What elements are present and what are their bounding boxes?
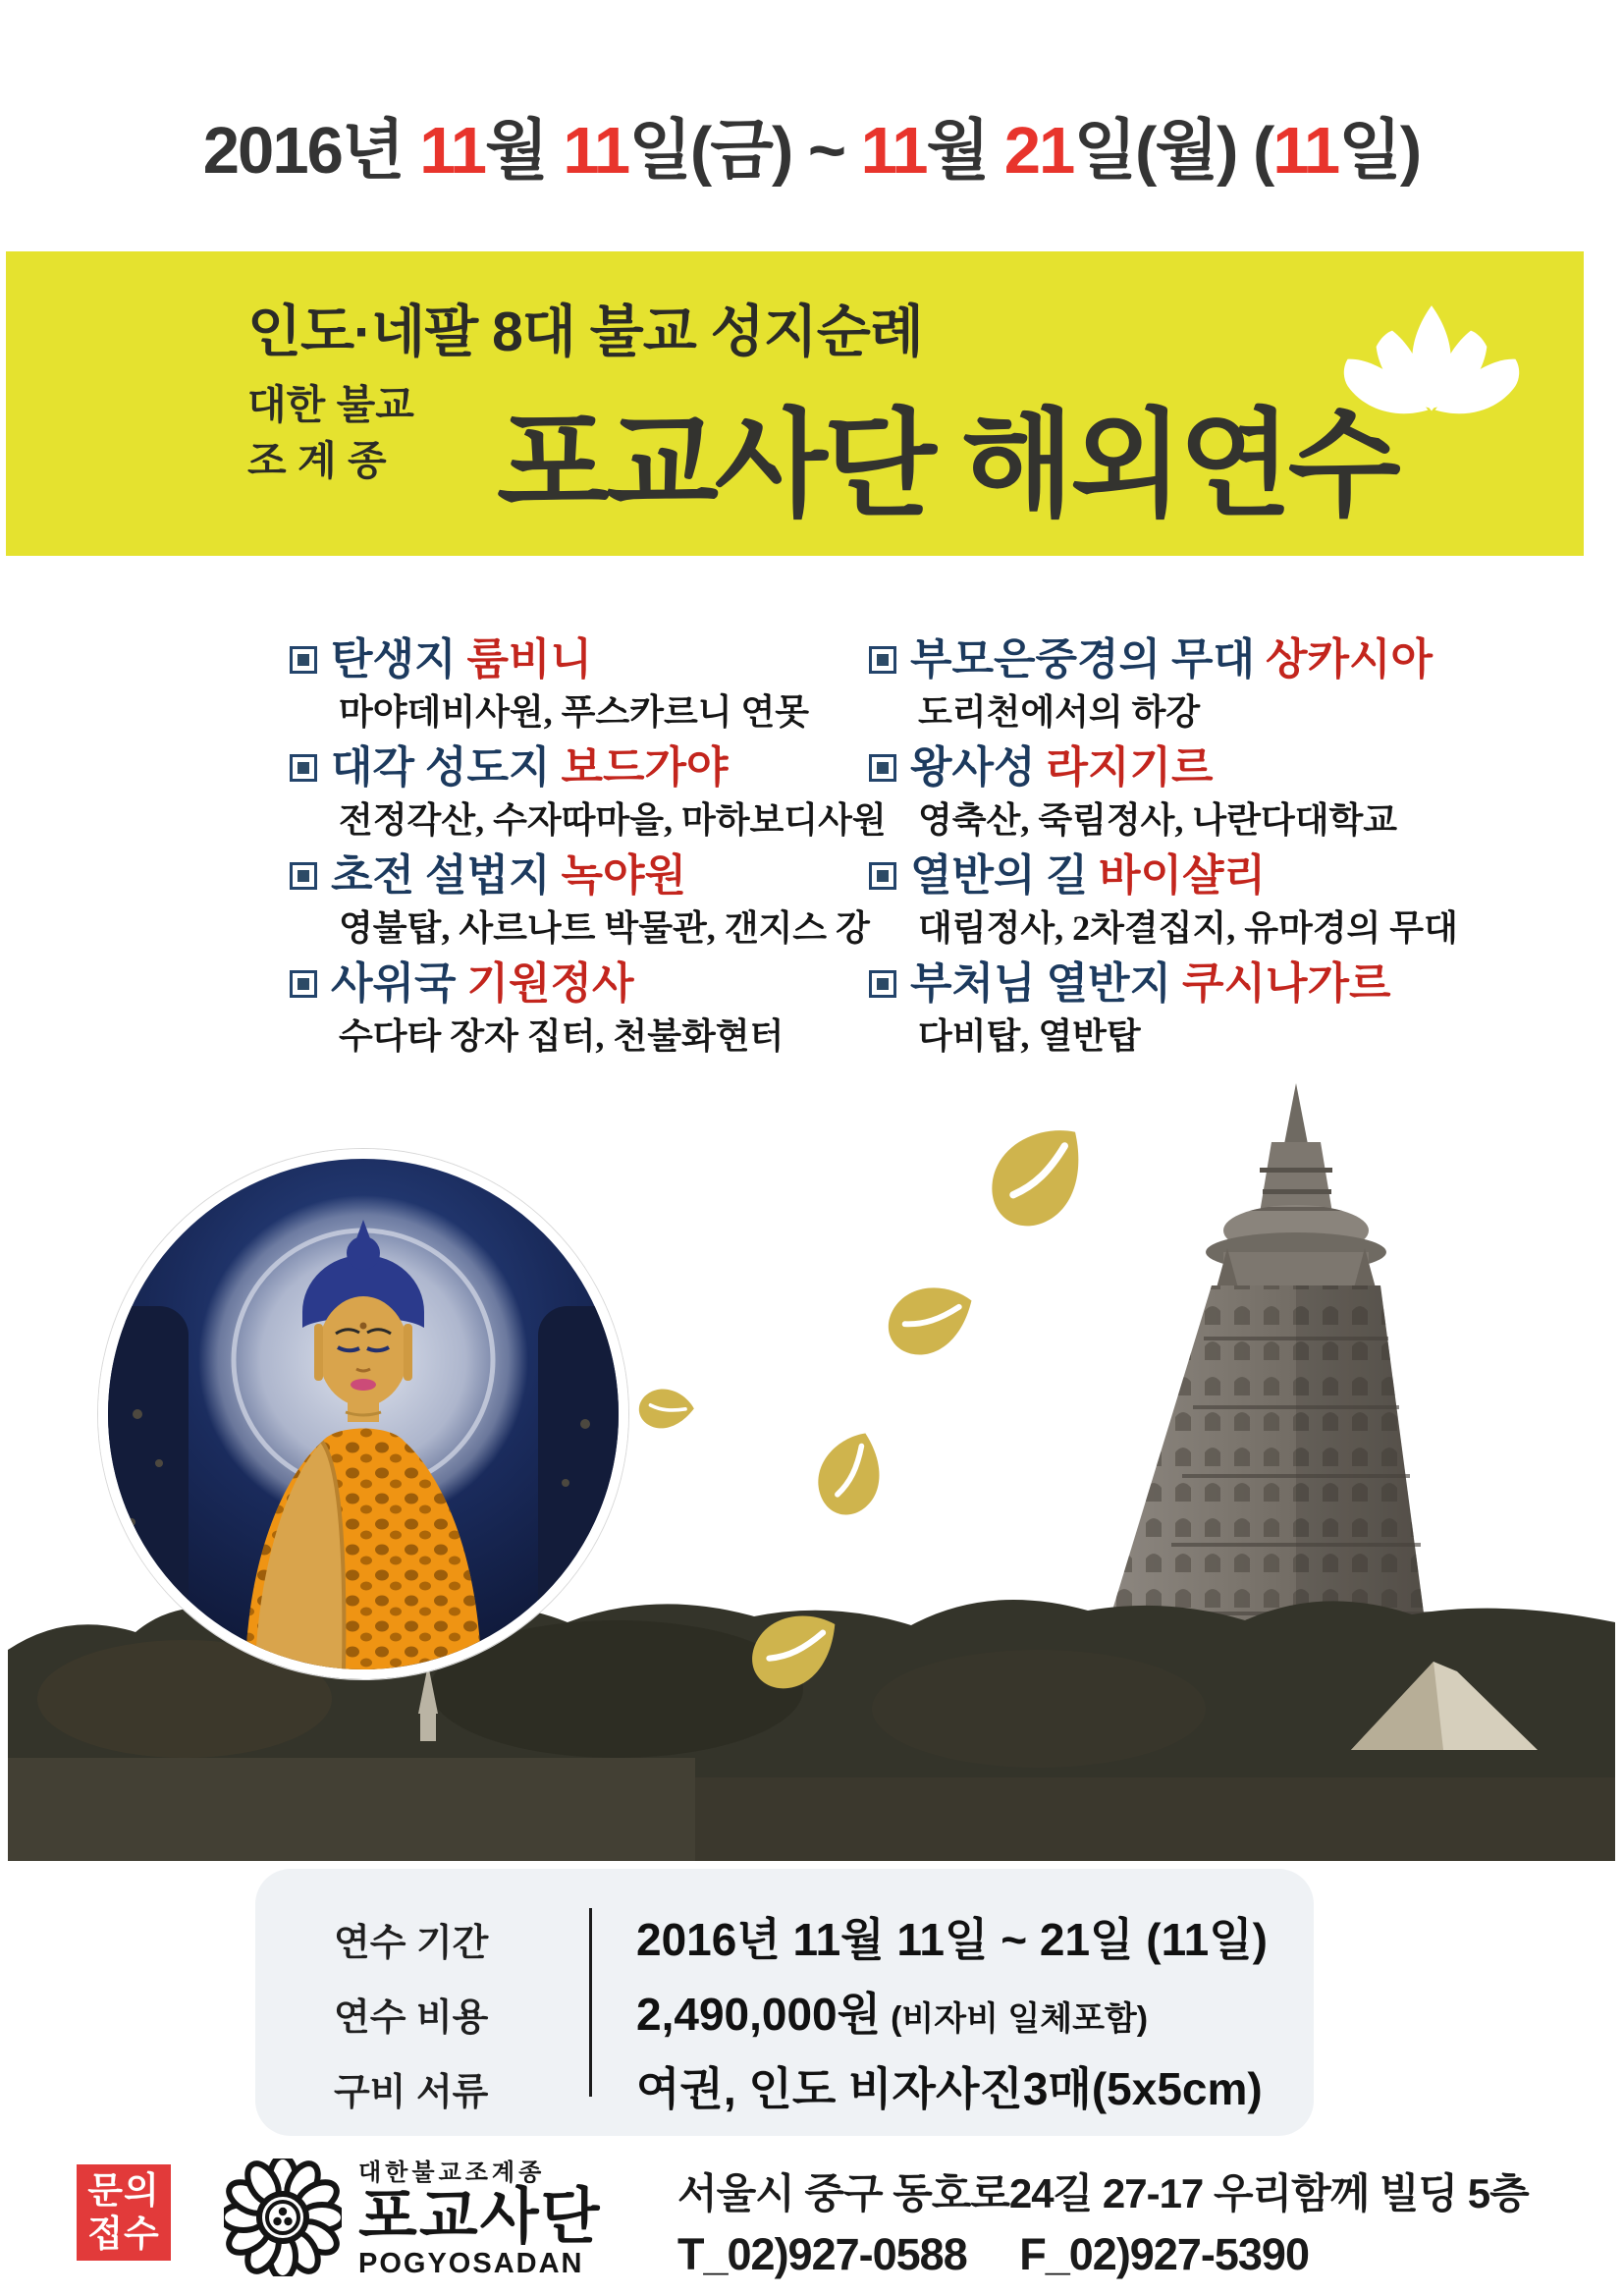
date-segment: 11: [860, 114, 927, 188]
phone-line: [677, 2229, 1529, 2280]
contact-badge-line2: 접수: [87, 2214, 160, 2254]
square-bullet-icon: [869, 646, 896, 674]
item-detail: 수다타 장자 집터, 천불화현터: [339, 1016, 784, 1056]
item-detail: 마야데비사원, 푸스카르니 연못: [339, 692, 810, 732]
info-label: 연수 비용: [334, 1997, 489, 2039]
site-type: 탄생지: [331, 635, 467, 683]
date-segment: 11: [419, 114, 486, 188]
date-segment: 일(금) ~: [628, 114, 861, 188]
tel-number: T_02)927-0588: [677, 2229, 967, 2279]
site-type: 대각 성도지: [331, 743, 562, 792]
site-type: 부모은중경의 무대: [910, 635, 1267, 683]
pogyosadan-lotus-emblem-icon: [224, 2159, 342, 2276]
date-heading: [0, 98, 1623, 192]
item-detail: 대림정사, 2차결집지, 유마경의 무대: [918, 908, 1458, 948]
item-title: [869, 958, 1434, 1010]
footer: [0, 2151, 1623, 2296]
site-name: 상카시아: [1266, 635, 1434, 683]
info-value-text: 2016년 11월 11일 ~ 21일 (11일): [636, 1914, 1268, 1965]
list-item: [869, 742, 1434, 843]
info-note: (비자비 일체포함): [891, 2000, 1149, 2038]
site-name: 룸비니: [466, 635, 593, 683]
date-segment: 11: [1272, 114, 1339, 188]
address-block: [677, 2168, 1529, 2280]
info-row: [255, 1904, 1314, 1979]
list-item: [869, 850, 1458, 951]
list-item: [869, 634, 1434, 735]
date-segment: 11: [563, 114, 629, 188]
banner-subtitle: 인도·네팔 8대 불교 성지순례: [247, 301, 923, 363]
info-row: [255, 1979, 1314, 2053]
list-item: [290, 742, 887, 843]
item-title: [290, 958, 854, 1010]
bodhi-leaf-icon: [868, 1269, 987, 1378]
item-title: [290, 742, 854, 793]
buddha-statue-photo: [98, 1149, 628, 1679]
list-item: [869, 958, 1434, 1059]
site-type: 왕사성: [910, 743, 1047, 792]
list-item: [290, 634, 854, 735]
info-value: [589, 1979, 1148, 2044]
bodhi-leaf-icon: [624, 1371, 704, 1449]
list-item: [290, 850, 870, 951]
pilgrimage-list-left: [290, 634, 887, 1066]
site-type: 사위국: [331, 959, 467, 1008]
date-segment: 21: [1003, 114, 1074, 188]
site-name: 보드가야: [561, 743, 729, 792]
item-detail: 영축산, 죽림정사, 나란다대학교: [918, 800, 1398, 840]
org-name-label: 포교사단: [358, 2183, 602, 2251]
item-detail: 영불탑, 사르나트 박물관, 갠지스 강: [339, 908, 870, 948]
item-detail: 도리천에서의 하강: [918, 692, 1201, 732]
date-segment: 월: [485, 114, 564, 188]
banner-main-title: 포교사단 해외연수: [497, 400, 1397, 530]
pilgrimage-list-right: [869, 634, 1458, 1066]
info-note: [1268, 1926, 1277, 1963]
info-label: 연수 기간: [334, 1923, 489, 1964]
org-small-label: 대한불교조계종: [358, 2159, 546, 2186]
org-line2: 조 계 종: [247, 438, 387, 483]
info-value: [589, 2053, 1272, 2118]
site-name: 기원정사: [466, 959, 634, 1008]
item-title: [869, 634, 1434, 685]
square-bullet-icon: [290, 646, 317, 674]
bodhi-leaf-icon: [970, 1121, 1106, 1240]
date-segment: 월: [926, 114, 1004, 188]
org-name-vertical: [247, 377, 414, 489]
title-banner: [6, 251, 1584, 556]
bodhi-leaf-icon: [792, 1421, 911, 1534]
address-line: 서울시 중구 동호로24길 27-17 우리함께 빌딩 5층: [677, 2170, 1529, 2216]
list-item: [290, 958, 854, 1059]
fax-number: F_02)927-5390: [1019, 2229, 1309, 2279]
item-detail: 다비탑, 열반탑: [918, 1016, 1141, 1056]
item-detail: 전정각산, 수자따마을, 마하보디사원: [339, 800, 887, 840]
item-title: [290, 850, 854, 902]
site-type: 부처님 열반지: [910, 959, 1183, 1008]
site-name: 녹야원: [561, 851, 687, 900]
info-panel: [255, 1869, 1314, 2136]
bodhi-leaf-icon: [734, 1603, 851, 1706]
info-row: [255, 2053, 1314, 2128]
site-name: 쿠시나가르: [1182, 959, 1391, 1008]
site-name: 라지기르: [1046, 743, 1214, 792]
square-bullet-icon: [290, 862, 317, 890]
contact-badge: [77, 2164, 171, 2261]
info-value-text: 여권, 인도 비자사진3매(5x5cm): [636, 2063, 1263, 2114]
contact-badge-line1: 문의: [87, 2170, 160, 2211]
square-bullet-icon: [290, 754, 317, 782]
item-title: [869, 742, 1434, 793]
square-bullet-icon: [869, 754, 896, 782]
date-segment: 일): [1338, 114, 1421, 188]
square-bullet-icon: [869, 970, 896, 998]
item-title: [290, 634, 854, 685]
photo-collage: [0, 1061, 1623, 1861]
date-segment: 2016년: [202, 114, 420, 188]
site-type: 열반의 길: [910, 851, 1100, 900]
org-roman-label: POGYOSADAN: [358, 2248, 584, 2279]
org-line1: 대한 불교: [247, 382, 414, 427]
square-bullet-icon: [869, 862, 896, 890]
info-label: 구비 서류: [334, 2072, 489, 2113]
date-segment: 일(월) (: [1073, 114, 1273, 188]
info-value: [589, 1904, 1277, 1969]
square-bullet-icon: [290, 970, 317, 998]
item-title: [869, 850, 1434, 902]
info-value-text: 2,490,000원: [636, 1989, 882, 2040]
org-logo-block: [358, 2153, 602, 2279]
site-name: 바이샬리: [1099, 851, 1267, 900]
info-note: [1263, 2075, 1272, 2112]
site-type: 초전 설법지: [331, 851, 562, 900]
